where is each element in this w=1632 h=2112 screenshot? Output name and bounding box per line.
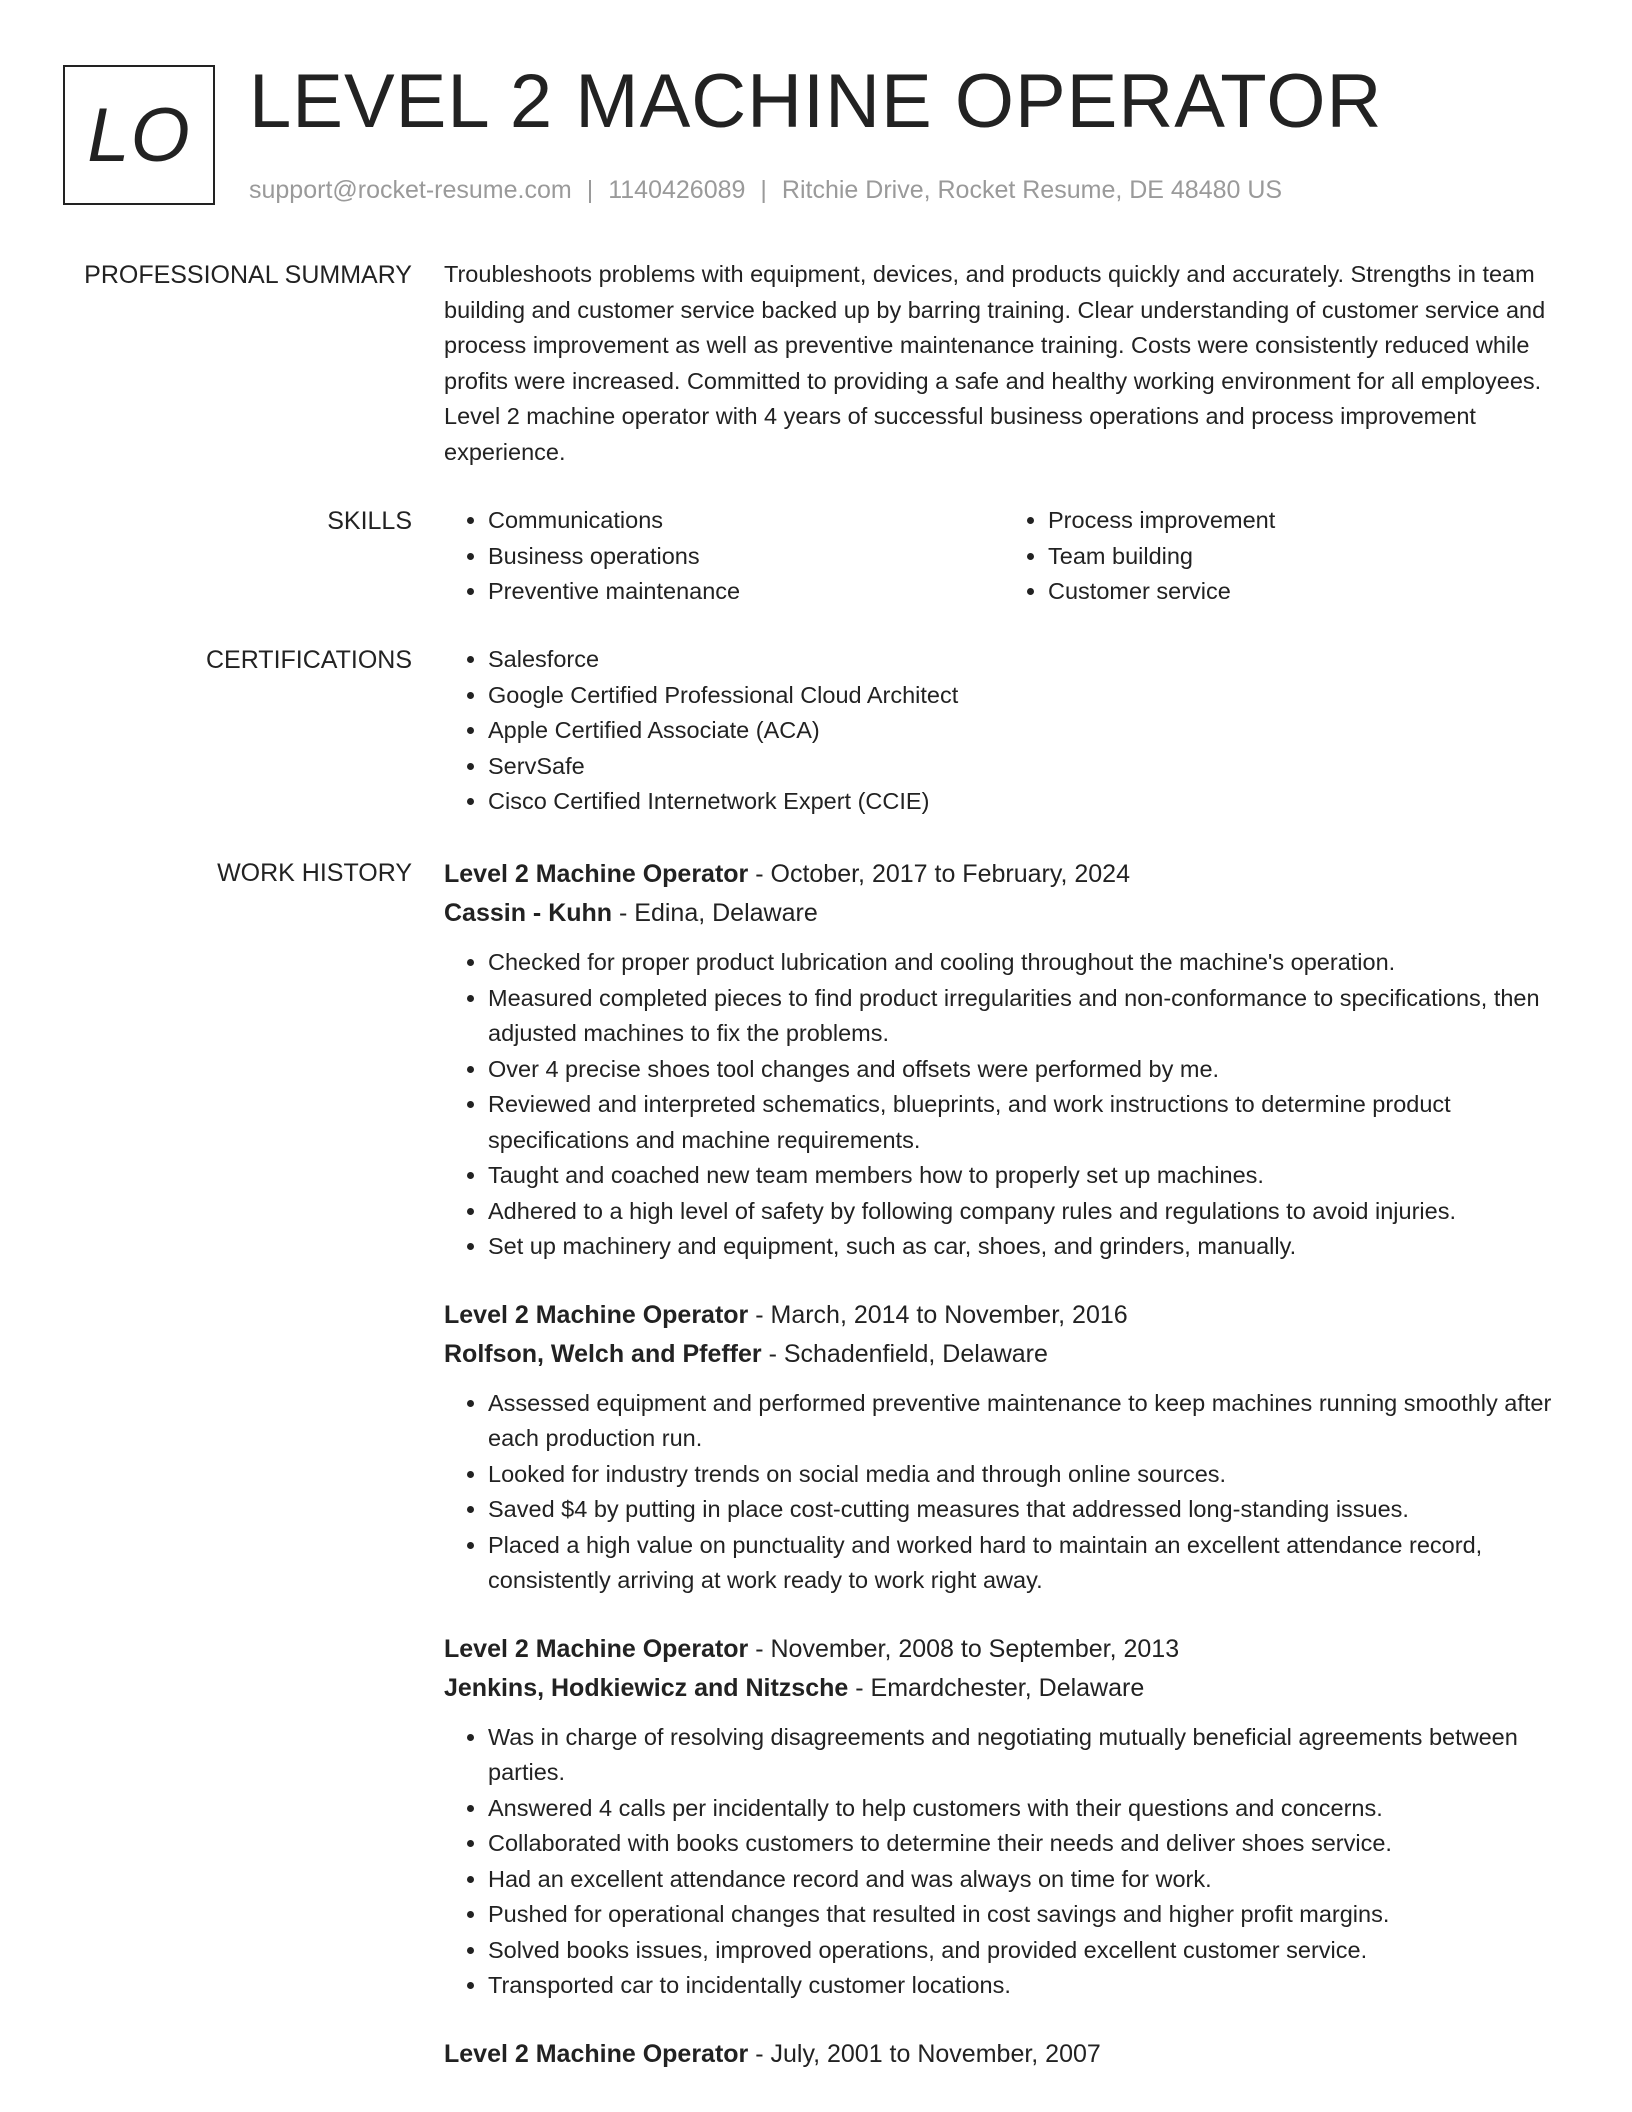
job-company-line [444,894,1564,933]
separator: | [760,176,767,204]
job-bullet: • Assessed equipment and performed preventive maintenance to keep machines running smoothly after each production run. [488,1386,1564,1457]
monogram-logo: LO [63,65,215,205]
job-bullet: • Reviewed and interpreted schematics, blueprints, and work instructions to determine product specifications and machine requirements. [488,1087,1564,1158]
skills-column-1 [444,503,1004,610]
job-bullet: • Adhered to a high level of safety by following company rules and regulations to avoid injuries. [488,1194,1564,1230]
separator: | [586,176,594,204]
job-bullet: • Saved $4 by putting in place cost-cutting measures that addressed long-standing issues. [488,1492,1564,1528]
job-bullet: • Was in charge of resolving disagreements and negotiating mutually beneficial agreements between parties. [488,1720,1564,1791]
job-title: Level 2 Machine Operator [444,1634,749,1663]
job-bullet: • Answered 4 calls per incidentally to help customers with their questions and concerns. [488,1791,1564,1827]
skills-column-2 [1004,503,1564,610]
job-company-line [444,1335,1564,1374]
job-bullet: • Set up machinery and equipment, such as car, shoes, and grinders, manually. [488,1229,1564,1265]
job-title-line [444,855,1564,894]
skill-item: • Communications [488,503,1004,539]
job-bullets [444,945,1564,1265]
job-entry [444,2035,1564,2074]
skill-item: • Preventive maintenance [488,574,1004,610]
certification-item: • ServSafe [488,749,1564,785]
job-dates: - November, 2008 to September, 2013 [748,1634,1180,1663]
page-title: LEVEL 2 MACHINE OPERATOR [249,59,1383,144]
contact-address: Ritchie Drive, Rocket Resume, DE 48480 US [781,176,1283,204]
job-dates: - July, 2001 to November, 2007 [748,2039,1101,2068]
section-label-skills: SKILLS [327,507,412,535]
certifications-list [444,642,1564,820]
job-location: - Schadenfield, Delaware [761,1339,1048,1368]
section-label-certifications: CERTIFICATIONS [205,646,412,674]
job-title: Level 2 Machine Operator [444,2039,749,2068]
job-bullet: • Checked for proper product lubrication and cooling throughout the machine's operation. [488,945,1564,981]
certification-item: • Apple Certified Associate (ACA) [488,713,1564,749]
job-title: Level 2 Machine Operator [444,860,749,888]
skill-item: • Process improvement [1048,503,1564,539]
skill-item: • Customer service [1048,574,1564,610]
job-company-line [444,1669,1564,1708]
job-bullet: • Transported car to incidentally customer locations. [488,1968,1564,2004]
job-location: - Edina, Delaware [612,899,818,927]
job-dates: - March, 2014 to November, 2016 [748,1300,1128,1329]
job-entry [444,1296,1564,1599]
job-company: Jenkins, Hodkiewicz and Nitzsche [444,1673,849,1702]
job-company: Rolfson, Welch and Pfeffer [444,1339,762,1368]
job-dates: - October, 2017 to February, 2024 [748,860,1130,888]
job-entry [444,855,1564,1265]
job-title-line [444,2035,1564,2074]
summary-text: Troubleshoots problems with equipment, devices, and products quickly and accurately. Strengths in team building and customer service backed up by barring training. Clear understanding of customer service and process improvement as well as preventive maintenance training. Costs were consistently reduced while profits were increased. Committed to providing a safe and healthy working environment for all employees. Level 2 machine operator with 4 years of successful business operations and process improvement experience. [444,261,1546,465]
job-bullet: • Pushed for operational changes that resulted in cost savings and higher profit margins. [488,1897,1564,1933]
job-bullet: • Over 4 precise shoes tool changes and offsets were performed by me. [488,1052,1564,1088]
job-bullet: • Had an excellent attendance record and was always on time for work. [488,1862,1564,1898]
job-title-line [444,1630,1564,1669]
contact-line [249,172,1282,208]
section-label-work-history: WORK HISTORY [217,859,412,887]
job-bullet: • Collaborated with books customers to determine their needs and deliver shoes service. [488,1826,1564,1862]
skill-item: • Team building [1048,539,1564,575]
work-history-list [444,855,1564,2105]
skills-list [444,503,1564,610]
job-location: - Emardchester, Delaware [848,1673,1145,1702]
job-entry [444,1630,1564,2004]
job-bullet: • Solved books issues, improved operations, and provided excellent customer service. [488,1933,1564,1969]
section-label-summary: PROFESSIONAL SUMMARY [84,261,412,289]
contact-email[interactable]: support@rocket-resume.com [249,176,572,204]
job-bullet: • Taught and coached new team members how to properly set up machines. [488,1158,1564,1194]
contact-phone: 1140426089 [608,176,746,204]
certification-item: • Salesforce [488,642,1564,678]
job-title-line [444,1296,1564,1335]
skill-item: • Business operations [488,539,1004,575]
job-bullet: • Placed a high value on punctuality and worked hard to maintain an excellent attendance record, consistently arriving at work ready to work right away. [488,1528,1564,1599]
job-title: Level 2 Machine Operator [444,1300,749,1329]
certification-item: • Cisco Certified Internetwork Expert (CCIE) [488,784,1564,820]
job-bullet: • Looked for industry trends on social media and through online sources. [488,1457,1564,1493]
job-bullets [444,1386,1564,1599]
job-bullets [444,1720,1564,2004]
job-bullet: • Measured completed pieces to find product irregularities and non-conformance to specifications, then adjusted machines to fix the problems. [488,981,1564,1052]
job-company: Cassin - Kuhn [444,899,613,927]
certification-item: • Google Certified Professional Cloud Architect [488,678,1564,714]
